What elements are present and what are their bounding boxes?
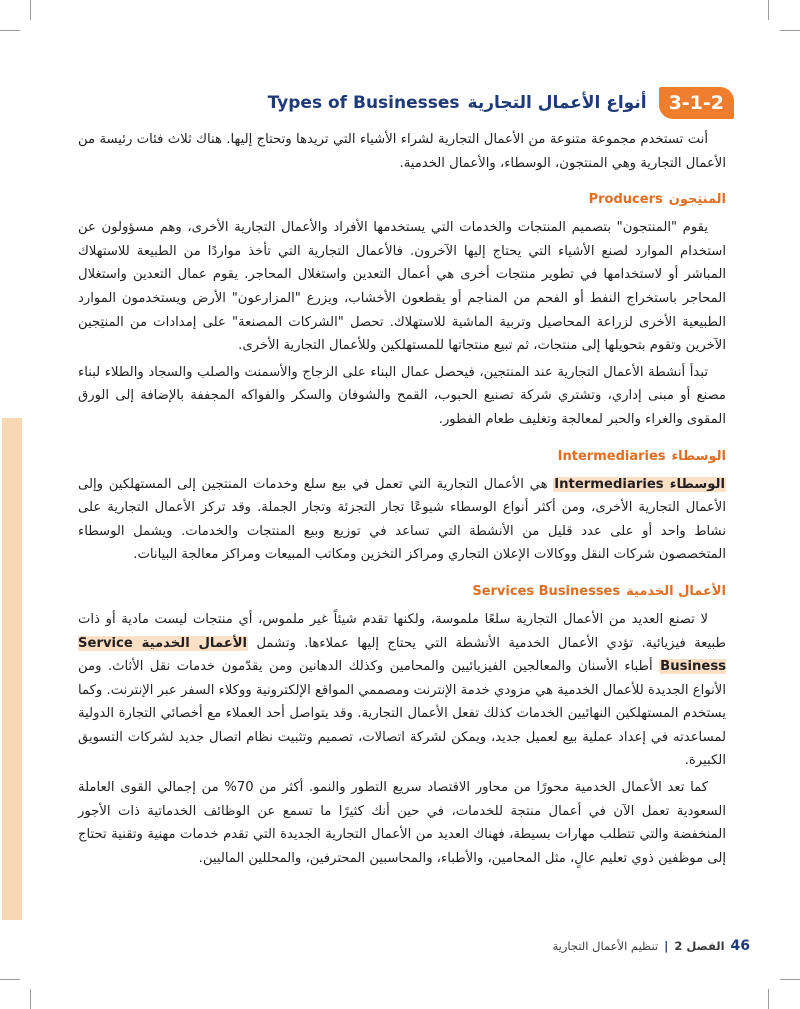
- services-text-before: لا تصنع العديد من الأعمال التجارية سلعًا ملموسة، ولكنها تقدم شيئاً غير ملموس، أي منتجات ليست مادية أو ذات طبيعة فيزيائية. تؤدي الأعمال الخدمية الأنشطة التي يحتاج إليها عملاءها. وتشمل: [78, 611, 726, 651]
- crop-mark: [768, 989, 769, 1009]
- crop-mark: [780, 979, 800, 980]
- services-text-after: أطباء الأسنان والمعالجين الفيزيائيين والمحامين وكذلك الدهانين ومن يقدّمون خدمات نقل الأثاث. ومن الأنواع الجديدة للأعمال الخدمية هي مزودي خدمة الإنترنت ومصممي المواقع الإلكترونية ووكلاء السفر عبر الإنترنت. وكما يستخدم المستهلكين النهائيين الخدمات كذلك تفعل الأعمال التجارية. وقد يتواصل أحد العملاء مع أخصائي التجارة الدولية لمساعدته في إعداد عملية بيع لعميل جديد، ويمكن لشركة اتصالات، تصميم وتثبيت نظام اتصال جديد لشركات التسويق الكبيرة.: [78, 659, 726, 769]
- side-accent-bar: [2, 418, 22, 920]
- section-number-badge: 3-1-2: [659, 87, 734, 119]
- intermediaries-paragraph: [78, 473, 726, 567]
- intermediaries-key-term: [553, 477, 726, 492]
- crop-mark: [0, 979, 20, 980]
- page-footer: [480, 938, 750, 954]
- intermediaries-heading-ar: الوسطاء: [671, 448, 726, 464]
- page-body: [78, 128, 726, 873]
- crop-mark: [30, 989, 31, 1009]
- services-heading-en: Services Businesses: [472, 583, 621, 599]
- section-title: [268, 93, 647, 113]
- intro-paragraph: أنت تستخدم مجموعة متنوعة من الأعمال التجارية لشراء الأشياء التي تريدها وتحتاج إليها. هناك ثلاث فئات رئيسة من الأعمال التجارية وهي المنتجون، الوسطاء، والأعمال الخدمية.: [78, 132, 726, 171]
- intermediaries-text: هي الأعمال التجارية التي تعمل في بيع سلع وخدمات المنتجين إلى المستهلكين وإلى الأعمال التجارية الأخرى، ومن أكثر أنواع الوسطاء شيوعًا تجار التجزئة وتجار الجملة. وقد تركز الأعمال التجارية على نشاط واحد أو على عدد قليل من الأنشطة التي تساعد في توزيع وبيع المنتجات والخدمات. ويشمل الوسطاء المتخصصون شركات النقل ووكالات الإعلان التجاري ومراكز التخزين ومكاتب المبيعات ومراكز معالجة البيانات.: [78, 476, 726, 563]
- services-heading-ar: الأعمال الخدمية: [626, 583, 726, 599]
- producers-paragraph-2: تبدأ أنشطة الأعمال التجارية عند المنتجين، فيحصل عمال البناء على الزجاج والأسمنت والصلب والسجاد والطلاء لبناء مصنع أو مبنى إداري، وتشتري شركة تصنيع الحبوب، القمح والشوفان والسكر والفواكه المجففة بالإضافة إلى الورق المقوى والغراء والحبر لمعالجة وتغليف طعام الفطور.: [78, 364, 726, 427]
- services-paragraph-1: [78, 608, 726, 773]
- producers-heading: [78, 190, 726, 210]
- key-term-en: Service Business: [78, 635, 727, 675]
- key-term-ar: الوسطاء: [669, 476, 725, 492]
- services-paragraph-2: كما تعد الأعمال الخدمية محورًا من محاور الاقتصاد سريع التطور والنمو. أكثر من 70% من إجمالي القوى العاملة السعودية تعمل الآن في أعمال منتجة للخدمات، في حين أنك كثيرًا ما تسمع عن الوظائف الخدماتية ذات الأجور المنخفضة والتي تتطلب مهارات بسيطة، فهناك العديد من الأعمال التجارية الجديدة التي تقدم خدمات مهنية وتقنية تحتاج إلى موظفين ذوي تعليم عالٍ، مثل المحامين، والأطباء، والمحاسبين المحترفين، والمحللين الماليين.: [78, 780, 726, 866]
- services-heading: [78, 582, 726, 602]
- key-term-en: Intermediaries: [554, 476, 664, 492]
- crop-mark: [0, 30, 20, 31]
- crop-mark: [30, 0, 31, 20]
- footer-separator: |: [664, 939, 669, 953]
- page-number: 46: [730, 938, 750, 954]
- section-title-en: Types of Businesses: [267, 93, 460, 113]
- section-heading: [268, 83, 734, 123]
- intermediaries-heading-en: Intermediaries: [557, 448, 666, 464]
- intermediaries-heading: [78, 447, 726, 467]
- key-term-ar: الأعمال الخدمية: [141, 635, 248, 651]
- producers-heading-ar: المنتِجون: [668, 192, 726, 208]
- section-title-ar: أنواع الأعمال التجارية: [467, 93, 647, 113]
- producers-paragraph-1: يقوم "المنتجون" بتصميم المنتجات والخدمات التي يستخدمها الأفراد والأعمال التجارية الأخرى، وهم مسؤولون عن استخدام الموارد لصنع الأشياء التي يحتاج إليها الآخرون. فالأعمال التجارية التي تأخذ مواردًا من الطبيعة للاستهلاك المباشر أو لاستخدامها في تطوير منتجات أخرى هي أعمال التعدين واستغلال المحاجر. يقوم عمال التعدين واستغلال المحاجر باستخراج النفط أو الفحم من المناجم أو يقطعون الأخشاب، ويزرع "المزارعون" الأرض ويستخدمون الموارد الطبيعية الأخرى لزراعة المحاصيل وتربية الماشية للاستهلاك. تحصل "الشركات المصنعة" على إمدادات من المنتِجين الآخرين وتقوم بتحويلها إلى منتجات، ثم تبيع منتجاتها للمستهلكين وللأعمال التجارية الأخرى.: [78, 220, 726, 354]
- crop-mark: [780, 30, 800, 31]
- chapter-label: الفصل 2: [674, 939, 725, 953]
- producers-heading-en: Producers: [588, 192, 663, 208]
- chapter-title: تنظيم الأعمال التجارية: [552, 939, 659, 953]
- crop-mark: [768, 0, 769, 20]
